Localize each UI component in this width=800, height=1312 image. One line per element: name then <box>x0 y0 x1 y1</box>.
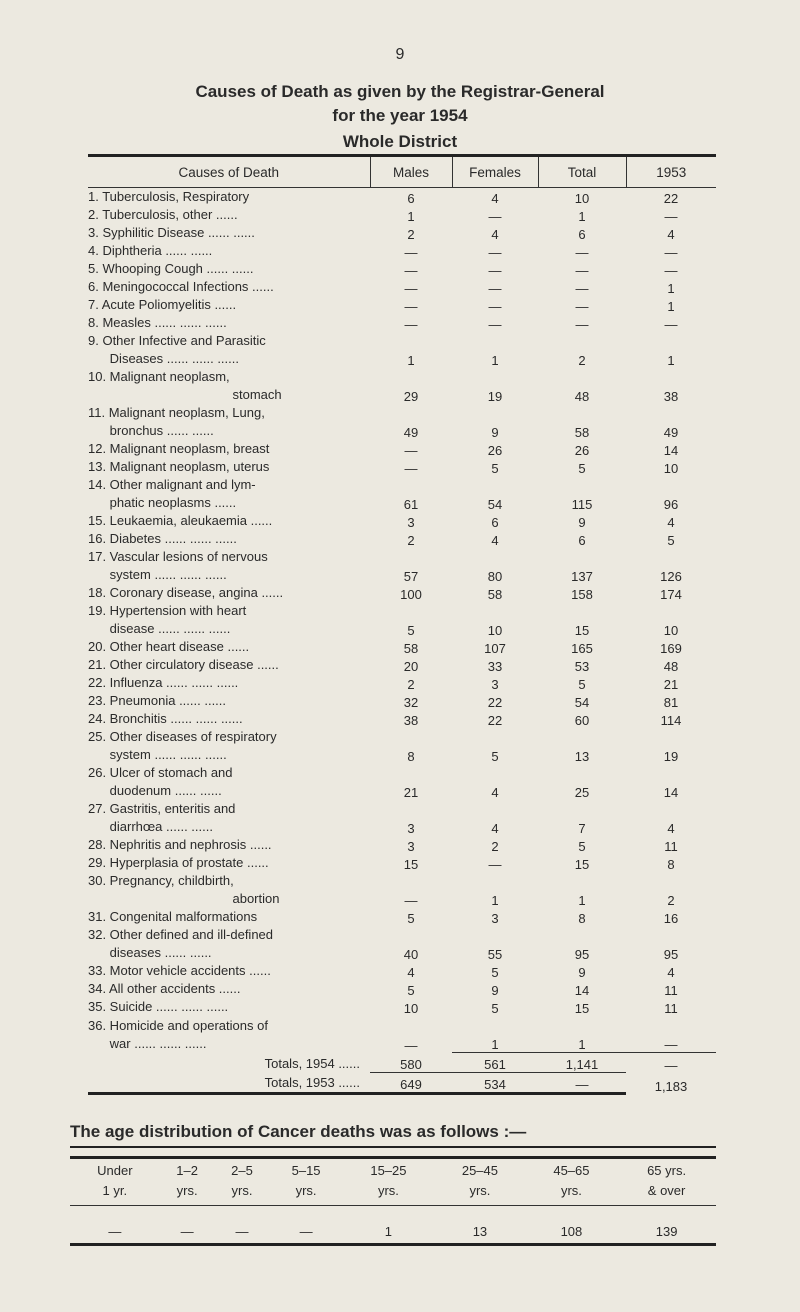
females-cell: 3 <box>491 911 499 926</box>
header-cause: Causes of Death <box>88 156 370 188</box>
totals-cell: 561 <box>452 1053 538 1073</box>
cause-label: 9. Other Infective and Parasitic Diseases ...... ...... ...... <box>88 333 266 366</box>
males-cell: 1 <box>407 209 415 224</box>
total-cell: 54 <box>574 695 590 710</box>
males-cell: 58 <box>403 641 419 656</box>
header-females: Females <box>452 156 538 188</box>
prev-year-cell: 1 <box>667 353 675 368</box>
cause-label: 5. Whooping Cough ...... ...... <box>88 261 254 276</box>
females-cell: — <box>488 317 502 332</box>
table-row <box>88 836 716 854</box>
males-cell: 57 <box>403 569 419 584</box>
cause-label: 33. Motor vehicle accidents ...... <box>88 963 271 978</box>
prev-year-cell: 49 <box>663 425 679 440</box>
males-cell: 3 <box>407 839 415 854</box>
table-row <box>88 206 716 224</box>
age-group-value: — <box>215 1206 270 1245</box>
totals-cell: 1,183 <box>654 1078 688 1094</box>
totals-cell: 1,141 <box>538 1053 626 1073</box>
total-cell: 15 <box>574 1001 590 1016</box>
females-cell: 58 <box>487 587 503 602</box>
cause-label: 30. Pregnancy, childbirth, abortion <box>88 873 280 906</box>
table-row <box>88 728 716 764</box>
cause-label: 36. Homicide and operations of war ...... ...... ...... <box>88 1017 268 1051</box>
prev-year-cell: 10 <box>663 623 679 638</box>
prev-year-cell: 4 <box>667 227 675 242</box>
age-group-line2: yrs. <box>560 1183 582 1198</box>
cause-label: 22. Influenza ...... ...... ...... <box>88 675 239 690</box>
females-cell: 1 <box>491 353 499 368</box>
totals-label: Totals, 1953 ...... <box>88 1073 370 1094</box>
table-row <box>88 854 716 872</box>
females-cell: 1 <box>491 893 499 908</box>
males-cell: 5 <box>407 983 415 998</box>
table-row <box>88 602 716 638</box>
prev-year-cell: 4 <box>667 965 675 980</box>
age-group-value: — <box>70 1206 160 1245</box>
total-cell: 115 <box>571 497 593 512</box>
males-cell: 15 <box>403 857 419 872</box>
totals-label: Totals, 1954 ...... <box>264 1055 360 1071</box>
males-cell: — <box>404 299 418 314</box>
total-cell: 53 <box>574 659 590 674</box>
table-row <box>88 512 716 530</box>
total-cell: 58 <box>574 425 590 440</box>
age-group-line2: yrs. <box>231 1183 253 1198</box>
prev-year-cell: 11 <box>664 983 678 998</box>
header-total: Total <box>538 156 626 188</box>
cause-label: 4. Diphtheria ...... ...... <box>88 243 213 258</box>
males-cell: — <box>404 893 418 908</box>
cause-label: 12. Malignant neoplasm, breast <box>88 441 270 456</box>
totals-1953-row <box>88 1073 716 1094</box>
totals-cell: 649 <box>370 1073 452 1094</box>
table-row <box>88 242 716 260</box>
total-cell: 7 <box>578 821 586 836</box>
females-cell: 4 <box>491 785 499 800</box>
total-cell: 165 <box>571 641 593 656</box>
females-cell: 3 <box>491 677 499 692</box>
total-cell: 5 <box>578 677 586 692</box>
table-row <box>88 278 716 296</box>
total-cell: 9 <box>578 515 586 530</box>
females-cell: 26 <box>487 443 503 458</box>
page-title: Causes of Death as given by the Registrar-General <box>195 82 605 101</box>
age-group-header <box>269 1158 342 1206</box>
females-cell: 54 <box>487 497 503 512</box>
females-cell: 80 <box>487 569 503 584</box>
total-cell: 60 <box>574 713 590 728</box>
prev-year-cell: 48 <box>663 659 679 674</box>
age-group-header <box>343 1158 435 1206</box>
females-cell: 107 <box>484 641 506 656</box>
total-cell: 26 <box>574 443 590 458</box>
males-cell: 3 <box>407 515 415 530</box>
females-cell: 4 <box>491 533 499 548</box>
cause-label: 31. Congenital malformations <box>88 909 258 924</box>
total-cell: 1 <box>578 893 586 908</box>
females-cell: 22 <box>487 713 503 728</box>
table-row <box>88 440 716 458</box>
total-cell: 48 <box>574 389 590 404</box>
males-cell: 100 <box>400 587 422 602</box>
prev-year-cell: — <box>664 1037 678 1052</box>
total-cell: 6 <box>578 227 586 242</box>
age-group-header <box>434 1158 526 1206</box>
age-group-value: 108 <box>526 1206 618 1245</box>
cause-label: 10. Malignant neoplasm, stomach <box>88 369 282 402</box>
males-cell: 20 <box>403 659 419 674</box>
totals-cell: 534 <box>452 1073 538 1094</box>
cause-label: 2. Tuberculosis, other ...... <box>88 207 238 222</box>
prev-year-cell: — <box>664 245 678 260</box>
prev-year-cell: 114 <box>660 713 682 728</box>
males-cell: 2 <box>407 533 415 548</box>
males-cell: 21 <box>403 785 419 800</box>
prev-year-cell: — <box>664 263 678 278</box>
cause-label: 26. Ulcer of stomach and duodenum ...... ...... <box>88 765 233 798</box>
males-cell: — <box>404 317 418 332</box>
females-cell: 9 <box>491 425 499 440</box>
table-row <box>88 692 716 710</box>
prev-year-cell: — <box>664 317 678 332</box>
total-cell: 95 <box>574 947 590 962</box>
cause-label: 15. Leukaemia, aleukaemia ...... <box>88 513 273 528</box>
prev-year-cell: 4 <box>667 821 675 836</box>
prev-year-cell: 10 <box>663 461 679 476</box>
cause-label: 35. Suicide ...... ...... ...... <box>88 999 229 1014</box>
table-row <box>88 548 716 584</box>
males-cell: 40 <box>403 947 419 962</box>
total-cell: 1 <box>578 209 586 224</box>
table-row <box>88 530 716 548</box>
total-cell: 15 <box>574 857 590 872</box>
males-cell: 3 <box>407 821 415 836</box>
cause-label: 28. Nephritis and nephrosis ...... <box>88 837 272 852</box>
prev-year-cell: 2 <box>667 893 675 908</box>
totals-cell: — <box>538 1073 626 1094</box>
age-group-line2: 1 yr. <box>102 1183 128 1198</box>
cause-label: 23. Pneumonia ...... ...... <box>88 693 227 708</box>
age-group-header <box>160 1158 215 1206</box>
cause-label: 32. Other defined and ill-defined diseases ...... ...... <box>88 927 274 960</box>
age-distribution-table <box>70 1156 716 1246</box>
total-cell: — <box>575 263 589 278</box>
prev-year-cell: 95 <box>663 947 679 962</box>
females-cell: 2 <box>491 839 499 854</box>
males-cell: 10 <box>403 1001 419 1016</box>
females-cell: 10 <box>487 623 503 638</box>
females-cell: 5 <box>491 749 499 764</box>
age-group-line2: yrs. <box>176 1183 198 1198</box>
cause-label: 18. Coronary disease, angina ...... <box>88 585 284 600</box>
males-cell: — <box>404 443 418 458</box>
males-cell: 61 <box>403 497 419 512</box>
table-row <box>88 1016 716 1053</box>
prev-year-cell: 38 <box>663 389 679 404</box>
cause-label: 14. Other malignant and lym- phatic neoplasms ...... <box>88 477 256 510</box>
age-group-line2: yrs. <box>377 1183 399 1198</box>
cause-label: 27. Gastritis, enteritis and diarrhœa ...... ...... <box>88 801 236 834</box>
females-cell: 5 <box>491 461 499 476</box>
age-group-header <box>215 1158 270 1206</box>
table-row <box>88 638 716 656</box>
total-cell: 2 <box>578 353 586 368</box>
table-row <box>88 404 716 440</box>
females-cell: 55 <box>487 947 503 962</box>
total-cell: 158 <box>571 587 593 602</box>
table-row <box>88 998 716 1016</box>
total-cell: — <box>575 245 589 260</box>
females-cell: 22 <box>487 695 503 710</box>
prev-year-cell: 21 <box>663 677 679 692</box>
table-row <box>88 260 716 278</box>
total-cell: 10 <box>574 191 590 206</box>
females-cell: 19 <box>487 389 503 404</box>
table-row <box>88 458 716 476</box>
cause-label: 24. Bronchitis ...... ...... ...... <box>88 711 243 726</box>
total-cell: 137 <box>571 569 593 584</box>
total-cell: 8 <box>578 911 586 926</box>
cause-label: 13. Malignant neoplasm, uterus <box>88 459 270 474</box>
prev-year-cell: 11 <box>664 1001 678 1016</box>
cause-label: 20. Other heart disease ...... <box>88 639 250 654</box>
males-cell: 49 <box>403 425 419 440</box>
causes-table <box>88 154 716 1095</box>
table-row <box>88 332 716 368</box>
totals-cell: — <box>626 1053 716 1073</box>
total-cell: 6 <box>578 533 586 548</box>
males-cell: 5 <box>407 623 415 638</box>
total-cell: 25 <box>574 785 590 800</box>
table-row <box>88 314 716 332</box>
totals-1954-row <box>88 1053 716 1073</box>
total-cell: 14 <box>574 983 590 998</box>
table-row <box>88 296 716 314</box>
prev-year-cell: 126 <box>660 569 682 584</box>
age-group-line1: 65 yrs. <box>647 1163 687 1178</box>
males-cell: — <box>404 263 418 278</box>
cause-label: 11. Malignant neoplasm, Lung, bronchus ...... ...... <box>88 405 265 438</box>
total-cell: — <box>575 299 589 314</box>
age-group-line1: 45–65 <box>553 1163 590 1178</box>
females-cell: 9 <box>491 983 499 998</box>
age-group-line1: 1–2 <box>176 1163 198 1178</box>
cause-label: 16. Diabetes ...... ...... ...... <box>88 531 237 546</box>
prev-year-cell: 169 <box>660 641 682 656</box>
table-row <box>88 674 716 692</box>
prev-year-cell: 96 <box>663 497 679 512</box>
age-group-value: — <box>160 1206 215 1245</box>
age-group-line1: 5–15 <box>291 1163 321 1178</box>
cause-label: 3. Syphilitic Disease ...... ...... <box>88 225 255 240</box>
table-row <box>88 872 716 908</box>
total-cell: 9 <box>578 965 586 980</box>
females-cell: — <box>488 281 502 296</box>
age-group-header <box>526 1158 618 1206</box>
males-cell: 32 <box>403 695 419 710</box>
header-1953: 1953 <box>626 156 716 188</box>
prev-year-cell: 14 <box>663 443 679 458</box>
total-cell: — <box>575 317 589 332</box>
age-group-line1: 2–5 <box>231 1163 253 1178</box>
females-cell: 5 <box>491 1001 499 1016</box>
females-cell: 4 <box>491 227 499 242</box>
table-row <box>88 476 716 512</box>
females-cell: 6 <box>491 515 499 530</box>
table-row <box>88 224 716 242</box>
age-group-header <box>617 1158 716 1206</box>
females-cell: — <box>488 209 502 224</box>
age-group-line1: 25–45 <box>461 1163 498 1178</box>
age-group-line2: & over <box>647 1183 686 1198</box>
females-cell: 33 <box>487 659 503 674</box>
cause-label: 7. Acute Poliomyelitis ...... <box>88 297 237 312</box>
males-cell: 2 <box>407 227 415 242</box>
males-cell: — <box>404 461 418 476</box>
table-row <box>88 800 716 836</box>
age-distribution-heading: The age distribution of Cancer deaths was as follows :— <box>70 1122 716 1148</box>
females-cell: 1 <box>491 1037 499 1052</box>
cause-label: 29. Hyperplasia of prostate ...... <box>88 855 269 870</box>
page-district: Whole District <box>342 132 458 151</box>
males-cell: 1 <box>407 353 415 368</box>
males-cell: 38 <box>403 713 419 728</box>
header-males: Males <box>370 156 452 188</box>
cause-label: 21. Other circulatory disease ...... <box>88 657 279 672</box>
cause-label: 34. All other accidents ...... <box>88 981 241 996</box>
cause-label: 17. Vascular lesions of nervous system ...... ...... ...... <box>88 549 268 582</box>
females-cell: — <box>488 263 502 278</box>
females-cell: 4 <box>491 821 499 836</box>
table-row <box>88 188 716 207</box>
prev-year-cell: 1 <box>667 299 675 314</box>
total-cell: — <box>575 281 589 296</box>
prev-year-cell: 1 <box>667 281 675 296</box>
prev-year-cell: — <box>664 209 678 224</box>
age-group-line1: Under <box>97 1163 133 1178</box>
males-cell: — <box>404 281 418 296</box>
females-cell: — <box>488 857 502 872</box>
causes-header-row <box>88 156 716 188</box>
age-group-line1: 15–25 <box>370 1163 407 1178</box>
totals-cell: 580 <box>400 1057 422 1072</box>
males-cell: 8 <box>407 749 415 764</box>
page-number: 9 <box>395 46 405 63</box>
age-group-value: — <box>269 1206 342 1245</box>
prev-year-cell: 4 <box>667 515 675 530</box>
prev-year-cell: 81 <box>663 695 679 710</box>
age-group-line2: yrs. <box>295 1183 317 1198</box>
age-group-value: 1 <box>343 1206 435 1245</box>
males-cell: 29 <box>403 389 419 404</box>
table-row <box>88 710 716 728</box>
prev-year-cell: 16 <box>663 911 679 926</box>
total-cell: 1 <box>578 1037 586 1052</box>
prev-year-cell: 8 <box>667 857 675 872</box>
females-cell: — <box>488 245 502 260</box>
males-cell: 5 <box>407 911 415 926</box>
females-cell: 4 <box>491 191 499 206</box>
cause-label: 8. Measles ...... ...... ...... <box>88 315 227 330</box>
prev-year-cell: 174 <box>660 587 682 602</box>
females-cell: 5 <box>491 965 499 980</box>
age-group-value: 139 <box>617 1206 716 1245</box>
prev-year-cell: 14 <box>663 785 679 800</box>
cause-label: 1. Tuberculosis, Respiratory <box>88 189 250 204</box>
table-row <box>88 584 716 602</box>
total-cell: 13 <box>574 749 590 764</box>
age-group-header <box>70 1158 160 1206</box>
age-group-value: 13 <box>434 1206 526 1245</box>
prev-year-cell: 19 <box>663 749 679 764</box>
table-row <box>88 962 716 980</box>
table-row <box>88 764 716 800</box>
age-group-line2: yrs. <box>469 1183 491 1198</box>
cause-label: 25. Other diseases of respiratory system ...... ...... ...... <box>88 729 277 762</box>
cause-label: 19. Hypertension with heart disease ...... ...... ...... <box>88 603 247 636</box>
table-row <box>88 656 716 674</box>
males-cell: 6 <box>407 191 415 206</box>
males-cell: 4 <box>407 965 415 980</box>
total-cell: 5 <box>578 839 586 854</box>
total-cell: 5 <box>578 461 586 476</box>
males-cell: — <box>404 245 418 260</box>
table-row <box>88 368 716 404</box>
males-cell: — <box>404 1037 418 1053</box>
table-row <box>88 980 716 998</box>
cause-label: 6. Meningococcal Infections ...... <box>88 279 274 294</box>
females-cell: — <box>488 299 502 314</box>
total-cell: 15 <box>574 623 590 638</box>
prev-year-cell: 22 <box>663 191 679 206</box>
prev-year-cell: 11 <box>664 839 678 854</box>
table-row <box>88 926 716 962</box>
page-subtitle: for the year 1954 <box>332 106 468 125</box>
males-cell: 2 <box>407 677 415 692</box>
prev-year-cell: 5 <box>667 533 675 548</box>
table-row <box>88 908 716 926</box>
